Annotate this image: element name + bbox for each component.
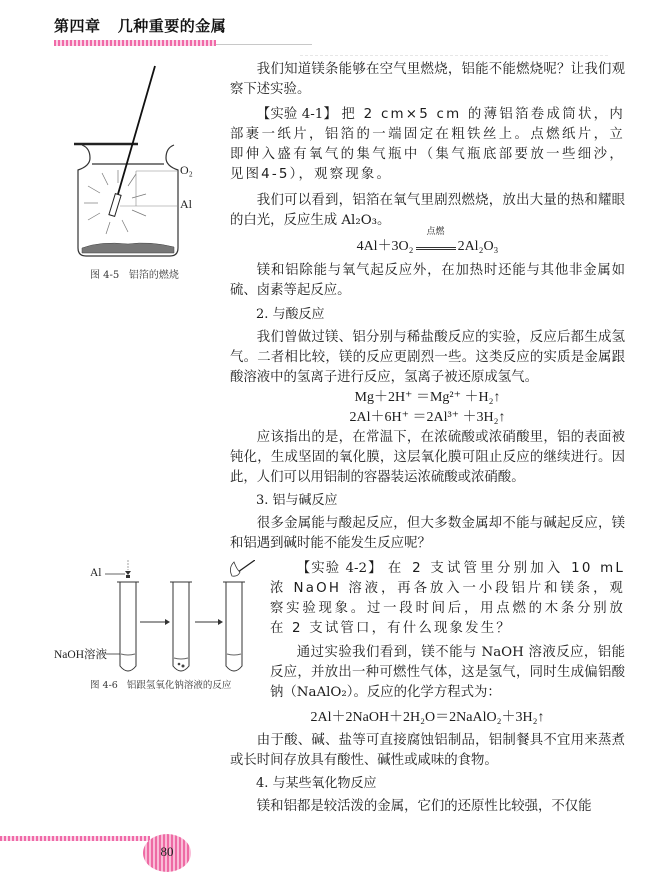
experiment-4-2 [270, 559, 625, 639]
equals-double-bar [416, 247, 456, 250]
paragraph-nonmetal: 镁和铝除能与氧气起反应外，在加热时还能与其他非金属如硫、卤素等起反应。 [230, 263, 625, 298]
paragraph-acid: 我们曾做过镁、铝分别与稀盐酸反应的实验，反应后都生成氢气。二者相比较，镁的反应更剧烈一些。这类反应的实质是金属跟酸溶液中的氢离子进行反应，氢离子被还原成氢气。 [230, 330, 625, 385]
equation-al-acid: 2Al＋6H⁺ ＝2Al³⁺ ＋3H₂↑ [349, 410, 506, 425]
figure-4-5-al-label: Al [180, 197, 192, 211]
main-text-column [230, 60, 625, 554]
section-heading-base: 3. 铝与碱反应 [256, 493, 338, 508]
equation-left-side: 4Al＋3O₂ [356, 239, 414, 254]
chapter-header [54, 15, 226, 36]
experiment-4-2-text: 在 2 支试管里分别加入 10 mL 浓 NaOH 溶液，再各放入一小段铝片和镁条，观察实验现象。过一段时间后，用点燃的木条分别放在 2 支试管口，有什么现象发生？ [270, 561, 625, 636]
figure-4-6-test-tubes-diagram [40, 560, 255, 680]
paragraph-passivation: 应该指出的是，在常温下，在浓硫酸或浓硝酸里，铝的表面被钝化，生成坚固的氧化膜，这层氧化膜可阻止反应的继续进行。因此，人们可以用铝制的容器装运浓硫酸或浓硝酸。 [230, 430, 625, 485]
chapter-title: 几种重要的金属 [117, 17, 227, 35]
figure-4-5-jar-diagram [40, 58, 220, 273]
section-heading-acid: 2. 与酸反应 [256, 307, 325, 322]
experiment-4-2-block [270, 559, 625, 703]
equation-right-side: 2Al₂O₃ [457, 239, 499, 254]
figure-4-5-o2-label: O₂ [180, 163, 193, 177]
paragraph-base-question: 很多金属能与酸起反应，但大多数金属却不能与碱起反应，镁和铝遇到碱时能不能发生反应呢？ [230, 516, 625, 551]
experiment-4-1-text: 把 2 cm×5 cm 的薄铝箔卷成筒状，内部裹一纸片，铝箔的一端固定在粗铁丝上。点燃纸片，立即伸入盛有氧气的集气瓶中（集气瓶底部要放一些细沙，见图4-5），观察现象。 [230, 107, 625, 182]
figure-4-6-caption: 图 4-6 铝跟氢氧化钠溶液的反应 [90, 680, 232, 691]
paragraph-intro: 我们知道镁条能够在空气里燃烧，铝能不能燃烧呢？让我们观察下述实验。 [230, 62, 625, 97]
equation-mg-acid: Mg＋2H⁺ ＝Mg²⁺ ＋H₂↑ [354, 390, 501, 405]
experiment-4-1-label: 【实验 4-1】 [256, 107, 337, 122]
header-rule [216, 44, 312, 45]
condition-label: 点燃 [426, 226, 445, 236]
figure-4-6-naoh-label: NaOH溶液 [54, 649, 108, 661]
header-dotted-rule [300, 55, 610, 56]
reaction-condition [416, 226, 456, 250]
header-decorative-stripe [54, 40, 216, 46]
figure-4-6-al-label: Al [90, 567, 102, 579]
equation-al-naoh: 2Al＋2NaOH＋2H₂O＝2NaAlO₂＋3H₂↑ [310, 710, 545, 725]
experiment-4-1 [230, 105, 625, 185]
page-number: 80 [160, 844, 174, 859]
paragraph-reducing: 镁和铝都是较活泼的金属，它们的还原性比较强，不仅能 [256, 799, 592, 814]
section-heading-oxide: 4. 与某些氧化物反应 [256, 776, 377, 791]
paragraph-naoh-result: 通过实验我们看到，镁不能与 NaOH 溶液反应，铝能反应，并放出一种可燃性气体，这是氢气，同时生成偏铝酸钠（NaAlO₂）。反应的化学方程式为： [270, 645, 625, 700]
main-text-column-lower [230, 708, 625, 817]
experiment-4-2-label: 【实验 4-2】 [296, 561, 383, 576]
equation-al-combustion [230, 226, 625, 257]
paragraph-observation: 我们可以看到，铝箔在氧气里剧烈燃烧，放出大量的热和耀眼的白光，反应生成 Al₂O₃。 [230, 193, 625, 228]
paragraph-cookware: 由于酸、碱、盐等可直接腐蚀铝制品，铝制餐具不宜用来蒸煮或长时间存放具有酸性、碱性或咸味的食物。 [230, 733, 625, 768]
footer-decorative-stripe [0, 836, 150, 841]
chapter-number: 第四章 [54, 17, 101, 35]
figure-4-5-caption: 图 4-5 铝箔的燃烧 [90, 270, 179, 281]
